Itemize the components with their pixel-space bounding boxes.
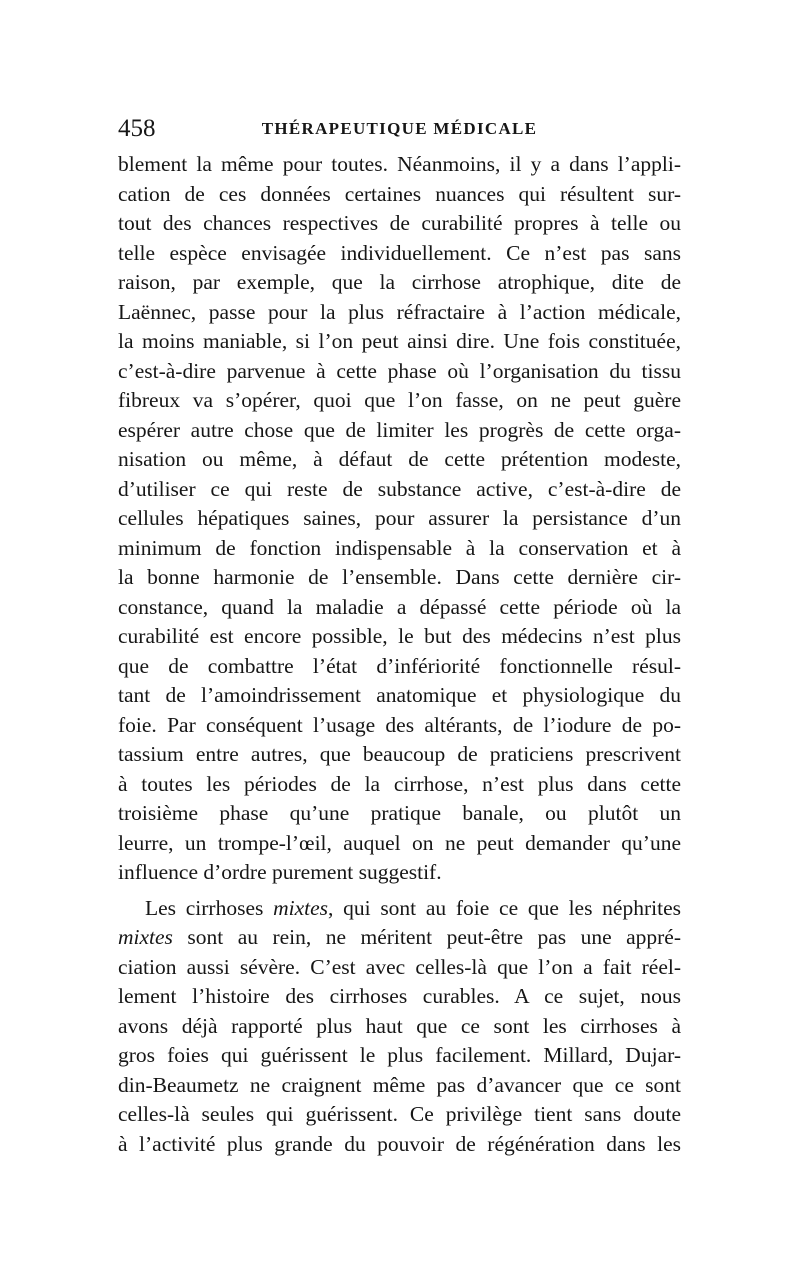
text-line: avons déjà rapporté plus haut que ce sont les cirrhoses à [118, 1013, 681, 1038]
text-line: cellules hépatiques saines, pour assurer la persistance d’un [118, 506, 681, 530]
text-line: influence d’ordre purement suggestif. [118, 860, 442, 884]
text-line: tassium entre autres, que beaucoup de praticiens prescrivent [118, 742, 681, 766]
text-line: la moins maniable, si l’on peut ainsi dire. Une fois constituée, [118, 329, 681, 353]
text-line: nisation ou même, à défaut de cette prétention modeste, [118, 447, 681, 471]
italic-word: mixtes [273, 895, 329, 920]
text-line: celles-là seules qui guérissent. Ce privilège tient sans doute [118, 1102, 681, 1126]
text-line: lement l’histoire des cirrhoses curables. A ce sujet, nous [118, 984, 681, 1008]
paragraph [118, 894, 681, 1160]
text-line: foie. Par conséquent l’usage des altérants, de l’iodure de po- [118, 712, 681, 737]
text-line: telle espèce envisagée individuellement. Ce n’est pas sans [118, 240, 681, 265]
text-line: c’est-à-dire parvenue à cette phase où l’organisation du tissu [118, 358, 681, 383]
text-line: que de combattre l’état d’infériorité fonctionnelle résul- [118, 653, 681, 678]
text-line: raison, par exemple, que la cirrhose atrophique, dite de [118, 270, 681, 294]
text-line: ciation aussi sévère. C’est avec celles-là que l’on a fait réel- [118, 954, 681, 979]
page-header [118, 112, 681, 146]
text-line: blement la même pour toutes. Néanmoins, il y a dans l’appli- [118, 152, 681, 176]
text-line: din-Beaumetz ne craignent même pas d’avancer que ce sont [118, 1072, 681, 1097]
text-line: constance, quand la maladie a dépassé cette période où la [118, 594, 681, 619]
text-line: minimum de fonction indispensable à la conservation et à [118, 535, 681, 560]
text-line: fibreux va s’opérer, quoi que l’on fasse, on ne peut guère [118, 388, 681, 412]
text-line: tout des chances respectives de curabilité propres à telle ou [118, 211, 681, 235]
body-text [118, 150, 681, 1159]
text-line: à toutes les périodes de la cirrhose, n’est plus dans cette [118, 771, 681, 796]
text-line: Les cirrhoses mixtes, qui sont au foie ce que les néphrites [145, 895, 681, 920]
text-line: cation de ces données certaines nuances qui résultent sur- [118, 181, 681, 206]
text-line: gros foies qui guérissent le plus facilement. Millard, Dujar- [118, 1043, 681, 1067]
page-number: 458 [118, 115, 156, 142]
text-line: troisième phase qu’une pratique banale, ou plutôt un [118, 801, 681, 825]
text-line: mixtes sont au rein, ne méritent peut-être pas une appré- [118, 925, 681, 949]
text-line: d’utiliser ce qui reste de substance active, c’est-à-dire de [118, 476, 681, 501]
text-line: à l’activité plus grande du pouvoir de régénération dans les [118, 1131, 681, 1156]
text-line: tant de l’amoindrissement anatomique et physiologique du [118, 683, 681, 707]
text-line: espérer autre chose que de limiter les progrès de cette orga- [118, 417, 681, 442]
text-line: leurre, un trompe-l’œil, auquel on ne peut demander qu’une [118, 830, 681, 855]
text-line: Laënnec, passe pour la plus réfractaire à l’action médicale, [118, 299, 681, 324]
italic-word: mixtes [118, 925, 173, 949]
paragraph [118, 150, 681, 888]
text-line: la bonne harmonie de l’ensemble. Dans cette dernière cir- [118, 565, 681, 589]
running-title: THÉRAPEUTIQUE MÉDICALE [261, 119, 538, 138]
text-line: curabilité est encore possible, le but des médecins n’est plus [118, 624, 681, 648]
